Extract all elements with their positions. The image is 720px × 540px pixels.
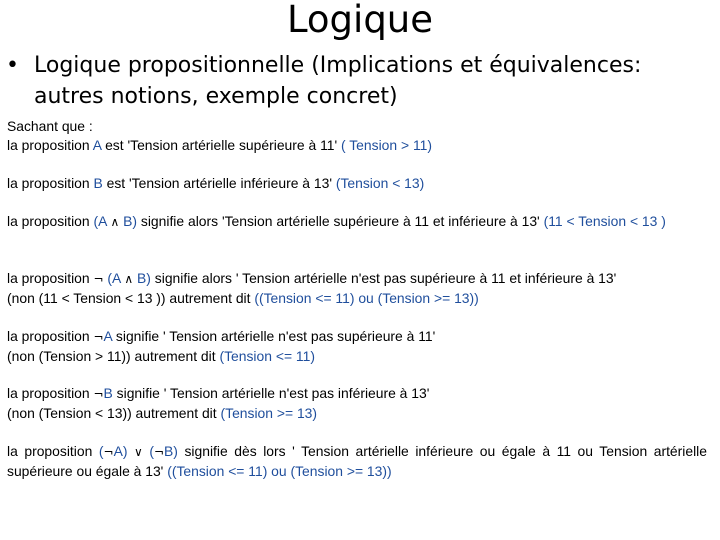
formula: (A <box>103 270 125 286</box>
symbol-a: A <box>103 328 113 344</box>
formula: ((Tension <= 11) ou (Tension >= 13)) <box>167 462 392 479</box>
formula: (A <box>93 213 111 229</box>
negation-b <box>7 384 707 422</box>
text: signifie dès lors ' Tension artérielle inférieure ou égale à 11 ou Tension artérielle supérieure ou égale à 13' <box>7 443 707 479</box>
text: la proposition <box>7 213 94 229</box>
formula: ((Tension <= 11) ou (Tension >= 13)) <box>254 289 479 306</box>
not-symbol: ¬ <box>93 330 104 344</box>
formula: (Tension <= 11) <box>219 347 315 364</box>
not-symbol: ¬ <box>103 445 114 459</box>
formula: ( <box>142 443 154 459</box>
line <box>7 384 707 404</box>
line <box>7 327 707 347</box>
negation-conjunction <box>7 269 707 307</box>
definition-a <box>7 136 707 155</box>
formula: (Tension >= 13) <box>220 404 318 421</box>
text: (non (Tension > 11)) autrement dit <box>7 347 220 364</box>
formula: B) <box>119 213 138 229</box>
negation-a <box>7 327 707 365</box>
text: est 'Tension artérielle inférieure à 13' <box>102 175 336 191</box>
formula: (Tension < 13) <box>335 175 425 191</box>
text: signifie ' Tension artérielle n'est pas supérieure à 11' <box>112 328 436 344</box>
formula: B) <box>164 443 178 459</box>
formula: (11 < Tension < 13 ) <box>543 213 666 229</box>
not-symbol: ¬ <box>93 272 104 286</box>
text: signifie alors 'Tension artérielle supérieure à 11 et inférieure à 13' <box>137 213 544 229</box>
text: est 'Tension artérielle supérieure à 11' <box>101 136 341 153</box>
text: (non (11 < Tension < 13 )) autrement dit <box>7 289 255 306</box>
symbol-a: A <box>92 136 102 153</box>
bullet-point <box>6 50 706 112</box>
paragraph-intro <box>7 117 707 154</box>
text: (non (Tension < 13)) autrement dit <box>7 404 221 421</box>
conjunction-a-and-b <box>7 212 707 232</box>
text: la proposition <box>7 136 93 153</box>
formula: B) <box>133 270 151 286</box>
line <box>7 289 707 308</box>
and-symbol: ∧ <box>110 215 120 229</box>
definition-b <box>7 174 707 193</box>
line <box>7 347 707 366</box>
bullet-text: Logique propositionnelle (Implications et équivalences: autres notions, exemple concret) <box>34 53 642 109</box>
slide-title: Logique <box>286 0 434 41</box>
formula: A) <box>113 443 128 459</box>
text: la proposition <box>7 270 94 286</box>
or-symbol: ∨ <box>134 445 143 459</box>
formula: ( <box>98 443 104 459</box>
text: la proposition <box>7 385 94 401</box>
text: signifie alors ' Tension artérielle n'est pas supérieure à 11 et inférieure à 13' <box>150 270 617 286</box>
symbol-b: B <box>93 175 103 191</box>
bullet-marker: • <box>6 53 19 78</box>
line <box>7 269 707 289</box>
not-symbol: ¬ <box>153 445 165 459</box>
not-symbol: ¬ <box>93 387 104 401</box>
disjunction-not-a-or-not-b <box>7 442 707 480</box>
line <box>7 404 707 423</box>
and-symbol: ∧ <box>124 272 134 286</box>
formula: ( Tension > 11) <box>341 136 432 153</box>
intro-line: Sachant que : <box>7 118 93 134</box>
text: la proposition <box>7 443 99 459</box>
symbol-b: B <box>103 385 113 401</box>
text: la proposition <box>7 328 94 344</box>
text: la proposition <box>7 175 94 191</box>
text: signifie ' Tension artérielle n'est pas inférieure à 13' <box>112 385 430 401</box>
